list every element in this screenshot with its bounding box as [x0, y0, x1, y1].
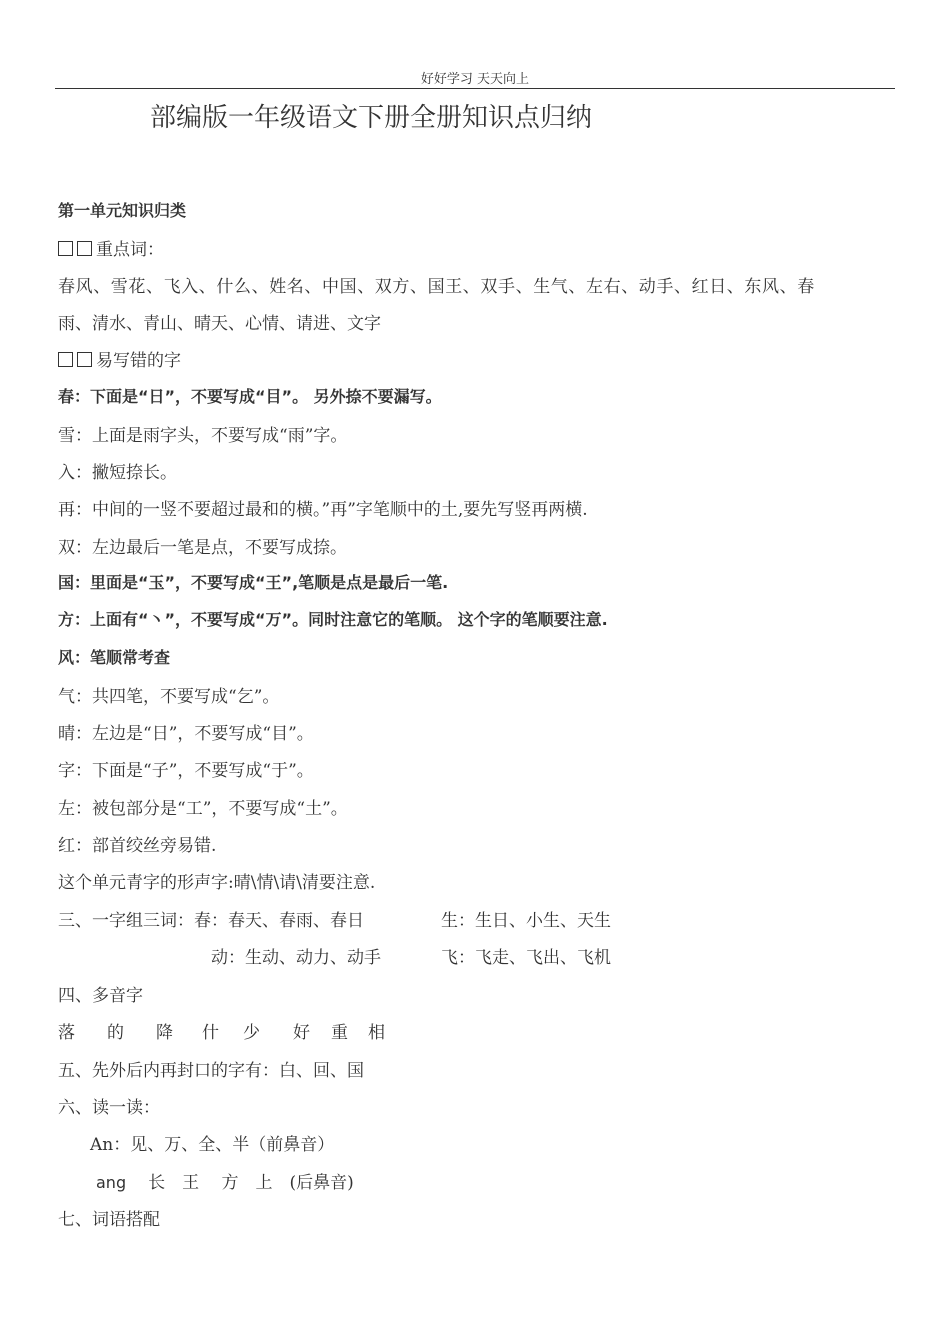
read-ang-label: ang — [96, 1173, 127, 1192]
word-group-line-2b: 飞：飞走、飞出、飞机 — [441, 948, 611, 968]
polyphone-chars — [58, 1018, 412, 1043]
error-char-item: 字：下面是“子”，不要写成“于”。 — [58, 761, 314, 781]
error-char-item: 再：中间的一竖不要超过最和的横。”再”字笔顺中的土,要先写竖再两横. — [58, 500, 588, 520]
polyphone-heading: 四、多音字 — [58, 986, 143, 1006]
key-words-line-1: 春风、雪花、飞入、什么、姓名、中国、双方、国王、双手、生气、左右、动手、红日、东风、春 — [58, 277, 815, 297]
word-group-line-1a: 三、一字组三词：春：春天、春雨、春日 — [58, 911, 364, 931]
error-char-item: 雪：上面是雨字头，不要写成“雨”字。 — [58, 426, 348, 446]
read-an-line: An：见、万、全、半（前鼻音） — [90, 1135, 335, 1155]
error-char-item: 方：上面有“丶”，不要写成“万”。同时注意它的笔顺。 这个字的笔顺要注意. — [58, 610, 608, 629]
header-divider — [55, 88, 895, 89]
error-chars-label-row — [58, 346, 181, 371]
error-char-item: 晴：左边是“日”，不要写成“目”。 — [58, 724, 314, 744]
checkbox-square-icon — [77, 352, 92, 367]
read-ang-line — [96, 1168, 354, 1193]
polyphone-char: 落 — [58, 1023, 75, 1043]
error-char-item: 国：里面是“玉”，不要写成“王”,笔顺是点是最后一笔. — [58, 573, 449, 592]
error-char-item: 红：部首绞丝旁易错. — [58, 836, 217, 856]
error-char-item: 左：被包部分是“工”，不要写成“土”。 — [58, 799, 348, 819]
key-words-line-2: 雨、清水、青山、晴天、心情、请进、文字 — [58, 314, 381, 334]
error-char-item: 气：共四笔，不要写成“乞”。 — [58, 687, 280, 707]
polyphone-char: 什 — [202, 1023, 219, 1043]
error-char-item: 双：左边最后一笔是点，不要写成捺。 — [58, 538, 347, 558]
key-words-label-row — [58, 235, 164, 260]
section-heading: 第一单元知识归类 — [58, 201, 187, 220]
checkbox-square-icon — [58, 241, 73, 256]
error-chars-label: 易写错的字 — [96, 351, 181, 371]
error-char-item: 入：撇短捺长。 — [58, 463, 177, 483]
page-header: 好好学习 天天向上 — [420, 72, 530, 87]
word-group-line-1b: 生：生日、小生、天生 — [441, 911, 611, 931]
polyphone-char: 的 — [107, 1023, 124, 1043]
polyphone-char: 相 — [368, 1023, 385, 1043]
read-ang-chars: 长 王 方 上 (后鼻音) — [148, 1173, 354, 1193]
word-group-line-2a: 动：生动、动力、动手 — [211, 948, 381, 968]
polyphone-char: 重 — [331, 1023, 348, 1043]
checkbox-square-icon — [58, 352, 73, 367]
error-char-item: 春：下面是“日”，不要写成“目”。 另外捺不要漏写。 — [58, 387, 442, 406]
polyphone-char: 降 — [156, 1023, 173, 1043]
page-title: 部编版一年级语文下册全册知识点归纳 — [150, 103, 593, 133]
polyphone-char: 好 — [293, 1023, 310, 1043]
collocation-heading: 七、词语搭配 — [58, 1210, 160, 1230]
checkbox-square-icon — [77, 241, 92, 256]
error-char-item: 风：笔顺常考查 — [58, 648, 171, 667]
read-heading: 六、读一读： — [58, 1098, 160, 1118]
enclose-chars: 五、先外后内再封口的字有：白、回、国 — [58, 1061, 364, 1081]
error-char-item: 这个单元青字的形声字:晴\情\请\清要注意. — [58, 873, 376, 893]
polyphone-char: 少 — [243, 1023, 260, 1043]
key-words-label: 重点词： — [96, 240, 164, 260]
